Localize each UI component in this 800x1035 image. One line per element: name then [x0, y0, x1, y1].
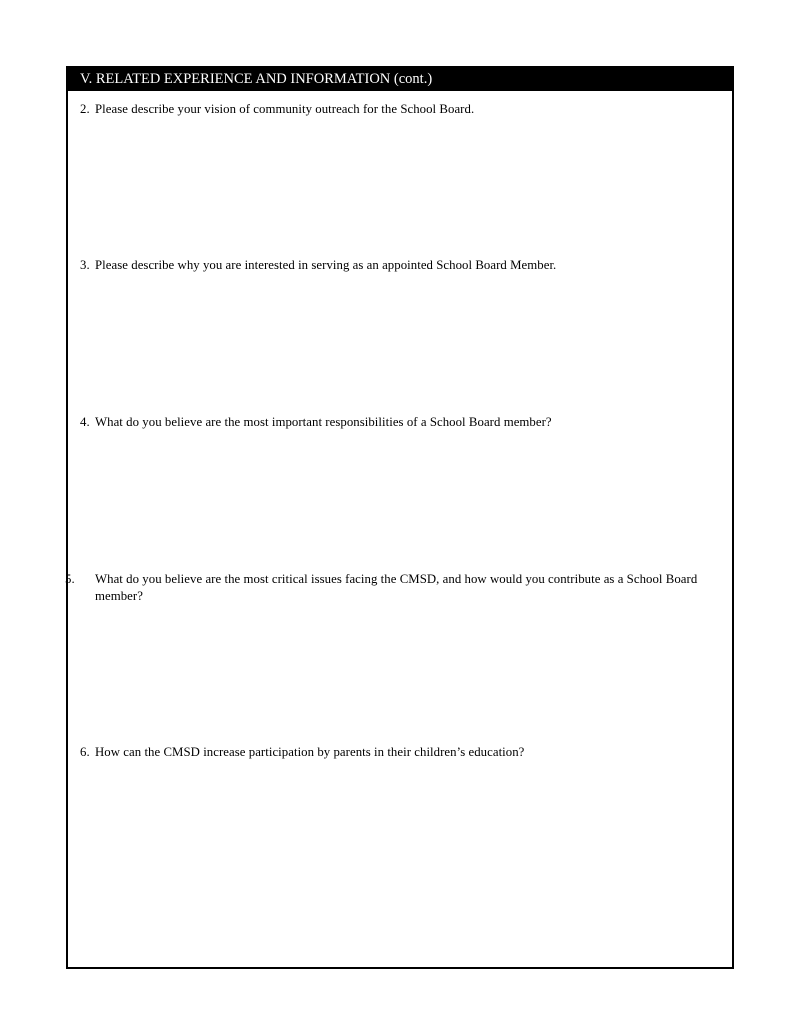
question-number: 5. — [65, 572, 75, 586]
question-3 — [80, 257, 725, 274]
question-number: 2. — [80, 102, 90, 116]
section-header: V. RELATED EXPERIENCE AND INFORMATION (cont.) — [68, 68, 732, 91]
answer-area-2[interactable] — [80, 123, 725, 248]
question-text: What do you believe are the most important responsibilities of a School Board member? — [95, 415, 552, 429]
question-number: 6. — [80, 745, 90, 759]
answer-area-3[interactable] — [80, 279, 725, 405]
question-5 — [65, 571, 725, 605]
answer-area-6[interactable] — [80, 766, 725, 961]
form-section-box — [66, 66, 734, 969]
question-text: What do you believe are the most critical issues facing the CMSD, and how would you contribute as a School Board member? — [95, 572, 698, 603]
question-text: How can the CMSD increase participation by parents in their children’s education? — [95, 745, 525, 759]
answer-area-4[interactable] — [80, 436, 725, 566]
question-text: Please describe your vision of community outreach for the School Board. — [95, 102, 475, 116]
answer-area-5[interactable] — [80, 610, 725, 740]
question-4 — [80, 414, 725, 431]
question-6 — [80, 744, 725, 761]
question-number: 4. — [80, 415, 90, 429]
question-text: Please describe why you are interested in serving as an appointed School Board Member. — [95, 258, 557, 272]
question-number: 3. — [80, 258, 90, 272]
question-2 — [80, 101, 725, 118]
